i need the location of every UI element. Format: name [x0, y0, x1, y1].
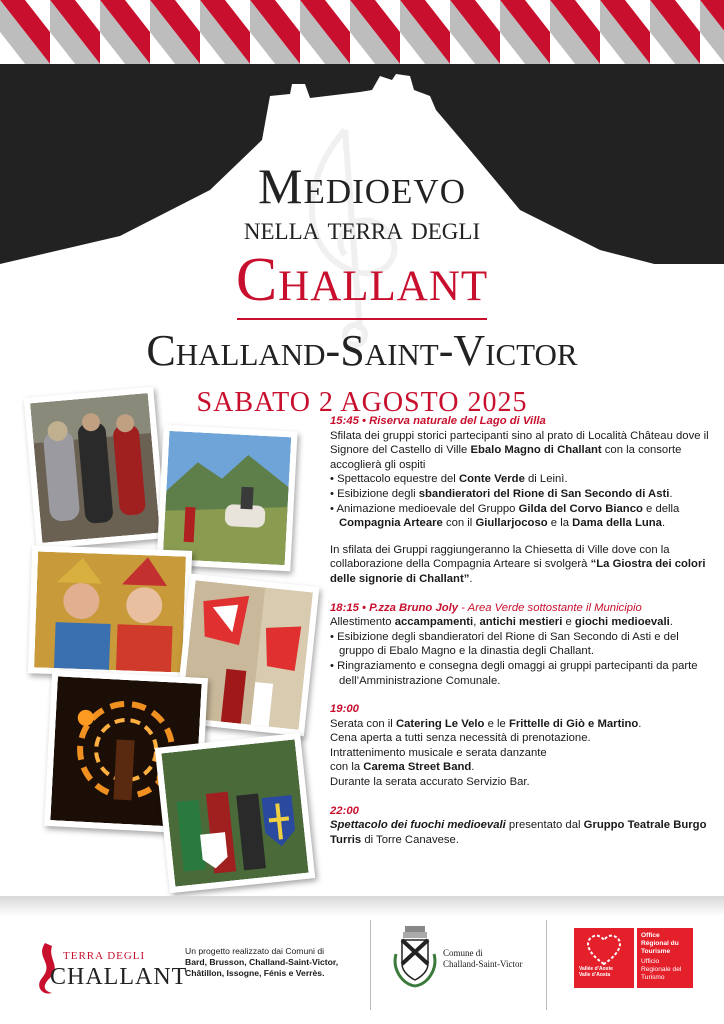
spacer: [330, 531, 710, 543]
vda-heart-logo-icon: [574, 928, 634, 988]
text: e della: [646, 502, 680, 515]
event-1-time: 15:45 • Riserva naturale del Lago di Villa: [330, 415, 546, 427]
event-1-procession: [330, 543, 710, 587]
text-bold: Gilda del Corvo Bianco: [518, 502, 643, 515]
text: .: [669, 487, 673, 500]
text-bold: Carema Street Band: [363, 761, 472, 774]
event-1-list: [330, 472, 710, 530]
text-bold: Catering Le Velo: [395, 717, 485, 730]
project-desc-line-2: Bard, Brusson, Challand-Saint-Victor, Châtillon, Issogne, Fénis e Verrès.: [185, 957, 339, 978]
event-1-text-end: con la consorte accoglierà gli ospiti: [330, 444, 682, 471]
program-text: [330, 414, 710, 847]
text: con la: [330, 761, 361, 774]
photo-knights: [24, 387, 167, 550]
text: .: [471, 761, 475, 774]
text: Allestimento: [330, 616, 392, 629]
text: e la: [550, 517, 570, 530]
event-1-text: Sfilata dei gruppi storici partecipanti sino al prato di Località Château dove il Signore del Castello di Ville: [330, 429, 709, 457]
event-1-item-2: [330, 487, 710, 502]
text: presentato dal: [508, 819, 581, 832]
event-1-host: Ebalo Magno di Challant: [470, 444, 602, 457]
event-3-line-2: Cena aperta a tutti senza necessità di prenotazione.: [330, 732, 591, 745]
text-bold: Giullarjocoso: [475, 517, 548, 530]
chevron-border: [0, 0, 724, 64]
comune-name: [443, 948, 522, 970]
text-bold: sbandieratori del Rione di San Secondo di Asti: [418, 487, 670, 500]
event-1-item-1: [330, 472, 710, 487]
tourism-office-logo: [637, 928, 693, 988]
title-challant: Challant: [235, 246, 489, 314]
event-location: Challand-Saint-Victor: [146, 326, 578, 375]
text-bold: Gruppo Teatrale Burgo Turris: [330, 819, 707, 846]
logo-challant: CHALLANT: [50, 964, 188, 990]
text-bold: Conte Verde: [458, 473, 525, 486]
photo-jesters: [28, 545, 192, 679]
text: di Torre Canavese.: [364, 833, 459, 846]
text: di Leinì.: [528, 473, 568, 486]
event-2-item-2: • Ringraziamento e consegna degli omaggi ai gruppi partecipanti da parte dell’Amministrazione Comunale.: [330, 659, 698, 687]
event-3-line-4: [330, 760, 710, 775]
spacer: [330, 790, 710, 804]
vda-text: [579, 966, 629, 978]
text-bold: Dama della Luna: [572, 517, 662, 530]
event-2-list: [330, 630, 710, 688]
vda-line-1: Vallée d’Aoste: [579, 966, 613, 972]
text-bold-italic: Spettacolo dei fuochi medioevali: [330, 819, 506, 832]
event-1-item-3: [330, 502, 710, 531]
footer-divider: [546, 920, 547, 1010]
title-medioevo: Medioevo: [258, 158, 466, 214]
text-bold: Frittelle di Giò e Martino: [508, 717, 639, 730]
terra-degli-challant-logo: [30, 938, 188, 998]
title-divider: [237, 318, 487, 320]
comune-label: Comune di: [443, 948, 483, 958]
text: .: [638, 717, 642, 730]
vda-line-2: Valle d’Aosta: [579, 972, 611, 978]
text-bold: accampamenti: [394, 616, 474, 629]
project-description: [185, 946, 355, 979]
text: • Esibizione degli: [330, 487, 416, 500]
text: con il: [445, 517, 473, 530]
event-3-line-3: Intrattenimento musicale e serata danzante: [330, 746, 547, 759]
event-2-description: [330, 615, 710, 630]
event-1-description: [330, 429, 710, 473]
footer: [0, 916, 724, 1024]
event-2-note: - Area Verde sottostante il Municipio: [461, 601, 642, 614]
text: Serata con il: [330, 717, 393, 730]
text: .: [469, 572, 473, 585]
text: .: [669, 616, 673, 629]
text: In sfilata dei Gruppi raggiungeranno la Chiesetta di Ville dove con la collaborazione della Compagnia Arteare si svolgerà: [330, 543, 670, 571]
text: .: [661, 517, 666, 530]
office-line-1: Office Régional du Tourisme: [641, 932, 679, 955]
event-3-line-5: Durante la serata accurato Servizio Bar.: [330, 776, 530, 789]
text: e: [565, 616, 572, 629]
event-2-item-1: • Esibizione degli sbandieratori del Rione di San Secondo di Asti e del gruppo di Ebalo Magno e la dinastia degli Challant.: [330, 630, 679, 658]
footer-divider: [370, 920, 371, 1010]
event-2-header: [330, 601, 710, 616]
spacer: [330, 587, 710, 601]
footer-shade: [0, 896, 724, 916]
title-nella-terra: nella terra degli: [243, 211, 481, 247]
text-bold: antichi mestieri: [479, 616, 563, 629]
text: e le: [487, 717, 506, 730]
comune-place: Challand-Saint-Victor: [443, 959, 523, 969]
event-3-line-1: [330, 717, 710, 732]
photo-heraldic-group: [155, 733, 315, 893]
logo-terra-degli: TERRA DEGLI: [63, 950, 146, 962]
spacer: [330, 688, 710, 702]
event-3-time: 19:00: [330, 703, 359, 716]
text: • Animazione medioevale del Gruppo: [330, 502, 516, 515]
text-bold: giochi medioevali: [574, 616, 670, 629]
title-block: [0, 160, 724, 420]
comune-crest-icon: [390, 924, 440, 990]
text-bold: Compagnia Arteare: [339, 517, 443, 530]
event-2-time: 18:15 • P.zza Bruno Joly: [330, 601, 459, 614]
giostra-title: “La Giostra dei colori delle signorie di Challant”: [330, 558, 706, 585]
text: ,: [473, 616, 477, 629]
event-4-line-1: [330, 818, 710, 847]
event-4-time: 22:00: [330, 804, 359, 817]
office-line-2: Ufficio Regionale del Turismo: [641, 958, 682, 981]
text: • Spettacolo equestre del: [330, 473, 456, 486]
project-desc-line-1: Un progetto realizzato dai Comuni di: [185, 946, 325, 956]
event-date: SABATO 2 AGOSTO 2025: [196, 387, 528, 418]
